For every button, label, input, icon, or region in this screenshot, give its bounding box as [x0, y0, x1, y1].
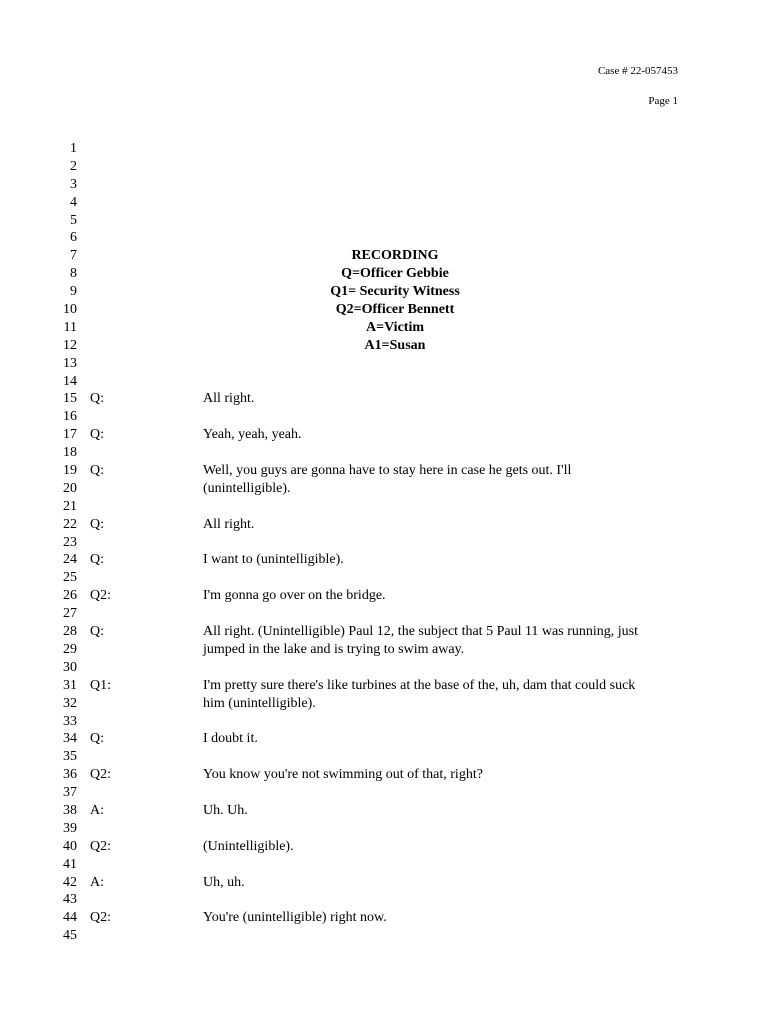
case-number: Case # 22-057453: [597, 65, 678, 77]
line-number: 12: [63, 337, 77, 353]
title-line: A=Victim: [366, 319, 424, 335]
line-number: 39: [63, 820, 77, 836]
line-number: 21: [63, 498, 77, 514]
transcript-line: [0, 909, 768, 927]
speaker-label: Q:: [90, 463, 104, 479]
line-number: 16: [63, 409, 77, 425]
transcript-line: [0, 355, 768, 373]
dialogue-text: All right. (Unintelligible) Paul 12, the subject that 5 Paul 11 was running, just: [203, 624, 638, 640]
transcript-line: [0, 587, 768, 605]
speaker-label: Q2:: [90, 838, 111, 854]
transcript-line: [0, 856, 768, 874]
line-number: 29: [63, 641, 77, 657]
line-number: 4: [70, 194, 77, 210]
speaker-label: Q2:: [90, 767, 111, 783]
line-number: 13: [63, 355, 77, 371]
line-number: 26: [63, 588, 77, 604]
title-line: Q=Officer Gebbie: [341, 266, 449, 282]
dialogue-text: I'm gonna go over on the bridge.: [203, 588, 386, 604]
dialogue-text: All right.: [203, 516, 255, 532]
dialogue-text: I want to (unintelligible).: [203, 552, 344, 568]
transcript-line: [0, 212, 768, 230]
line-number: 11: [63, 319, 77, 335]
line-number: 20: [63, 480, 77, 496]
speaker-label: Q:: [90, 391, 104, 407]
line-number: 14: [63, 373, 77, 389]
dialogue-text: I doubt it.: [203, 731, 258, 747]
speaker-label: Q:: [90, 624, 104, 640]
speaker-label: Q2:: [90, 910, 111, 926]
title-line: Q2=Officer Bennett: [335, 302, 455, 318]
dialogue-text: (Unintelligible).: [203, 838, 294, 854]
transcript-line: [0, 730, 768, 748]
transcript-line: [0, 695, 768, 713]
line-number: 8: [70, 266, 77, 282]
transcript-line: [0, 534, 768, 552]
transcript-line: [0, 551, 768, 569]
line-number: 25: [63, 570, 77, 586]
transcript-line: [0, 874, 768, 892]
transcript-line: [0, 176, 768, 194]
transcript-line: [0, 283, 768, 301]
page-number: Page 1: [648, 95, 678, 107]
transcript-line: [0, 659, 768, 677]
line-number: 2: [70, 158, 77, 174]
line-number: 6: [70, 230, 77, 246]
line-number: 10: [63, 302, 77, 318]
line-number: 22: [63, 516, 77, 532]
transcript-line: [0, 319, 768, 337]
transcript-line: [0, 927, 768, 945]
transcript-line: [0, 891, 768, 909]
transcript-line: [0, 337, 768, 355]
line-number: 19: [63, 463, 77, 479]
transcript-line: [0, 713, 768, 731]
speaker-label: A:: [90, 874, 104, 890]
transcript-line: [0, 158, 768, 176]
line-number: 1: [70, 141, 77, 156]
transcript-body: [0, 140, 768, 945]
line-number: 32: [63, 695, 77, 711]
dialogue-text: (unintelligible).: [203, 480, 291, 496]
transcript-line: [0, 229, 768, 247]
transcript-line: [0, 301, 768, 319]
dialogue-text: jumped in the lake and is trying to swim away.: [203, 641, 465, 657]
transcript-line: [0, 390, 768, 408]
transcript-line: [0, 498, 768, 516]
line-number: 30: [63, 659, 77, 675]
line-number: 9: [70, 284, 77, 300]
transcript-line: [0, 802, 768, 820]
line-number: 23: [63, 534, 77, 550]
line-number: 3: [70, 176, 77, 192]
line-number: 38: [63, 802, 77, 818]
speaker-label: Q:: [90, 516, 104, 532]
transcript-line: [0, 569, 768, 587]
line-number: 42: [63, 874, 77, 890]
line-number: 27: [63, 606, 77, 622]
transcript-line: [0, 838, 768, 856]
transcript-line: [0, 748, 768, 766]
title-line: Q1= Security Witness: [330, 284, 460, 300]
line-number: 15: [63, 391, 77, 407]
dialogue-text: Uh, uh.: [203, 874, 245, 890]
transcript-line: [0, 373, 768, 391]
line-number: 40: [63, 838, 77, 854]
line-number: 24: [63, 552, 77, 568]
speaker-label: Q1:: [90, 677, 111, 693]
transcript-line: [0, 247, 768, 265]
dialogue-text: You know you're not swimming out of that, right?: [203, 767, 483, 783]
speaker-label: Q2:: [90, 588, 111, 604]
transcript-line: [0, 194, 768, 212]
dialogue-text: Well, you guys are gonna have to stay here in case he gets out. I'll: [203, 463, 572, 479]
transcript-line: [0, 641, 768, 659]
line-number: 7: [70, 248, 77, 264]
dialogue-text: I'm pretty sure there's like turbines at the base of the, uh, dam that could suck: [203, 677, 636, 693]
transcript-line: [0, 605, 768, 623]
line-number: 34: [63, 731, 77, 747]
dialogue-text: him (unintelligible).: [203, 695, 316, 711]
transcript-line: [0, 444, 768, 462]
line-number: 36: [63, 767, 77, 783]
line-number: 45: [63, 928, 77, 944]
transcript-line: [0, 516, 768, 534]
dialogue-text: All right.: [203, 391, 255, 407]
line-number: 17: [63, 427, 77, 443]
line-number: 35: [63, 749, 77, 765]
transcript-line: [0, 820, 768, 838]
transcript-line: [0, 408, 768, 426]
transcript-line: [0, 140, 768, 158]
transcript-line: [0, 462, 768, 480]
dialogue-text: Uh. Uh.: [203, 802, 248, 818]
transcript-line: [0, 480, 768, 498]
transcript-line: [0, 766, 768, 784]
line-number: 37: [63, 785, 77, 801]
line-number: 41: [63, 856, 77, 872]
line-number: 31: [63, 677, 77, 693]
dialogue-text: Yeah, yeah, yeah.: [203, 427, 302, 443]
speaker-label: Q:: [90, 731, 104, 747]
transcript-line: [0, 677, 768, 695]
transcript-line: [0, 623, 768, 641]
speaker-label: Q:: [90, 552, 104, 568]
line-number: 43: [63, 892, 77, 908]
line-number: 44: [63, 910, 77, 926]
line-number: 33: [63, 713, 77, 729]
transcript-line: [0, 265, 768, 283]
title-line: RECORDING: [351, 248, 439, 264]
dialogue-text: You're (unintelligible) right now.: [203, 910, 387, 926]
transcript-line: [0, 784, 768, 802]
transcript-line: [0, 426, 768, 444]
title-line: A1=Susan: [364, 337, 426, 353]
page-header: [598, 56, 678, 116]
line-number: 28: [63, 624, 77, 640]
speaker-label: Q:: [90, 427, 104, 443]
line-number: 5: [70, 212, 77, 228]
line-number: 18: [63, 445, 77, 461]
speaker-label: A:: [90, 802, 104, 818]
